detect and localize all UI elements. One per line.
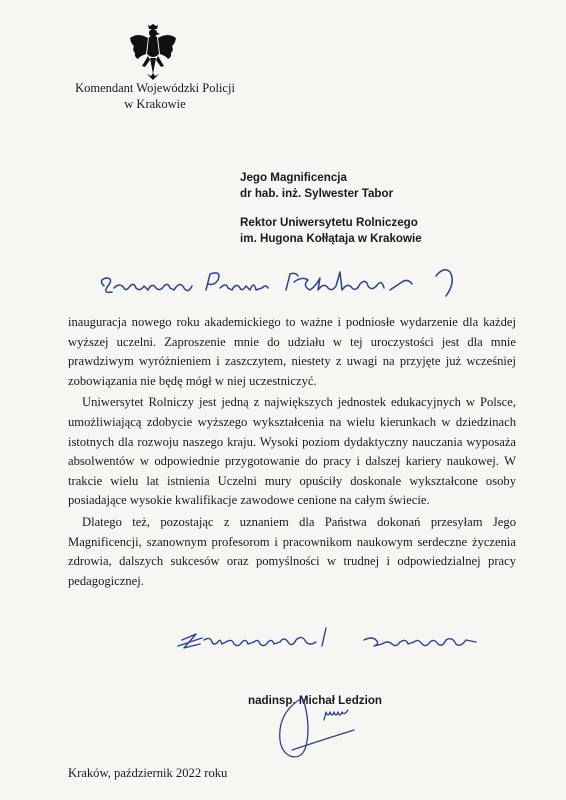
handwritten-salutation [96, 256, 476, 306]
place-and-date: Kraków, październik 2022 roku [68, 766, 228, 780]
letter-body [68, 313, 516, 593]
body-paragraph-1: inauguracja nowego roku akademickiego to ważne i podniosłe wydarzenie dla każdej wyższej uczelni. Zaproszenie mnie do udziału w tej uroczystości jest dla mnie prawdziwym wyróżnieniem i zaszczytem, niestety z uwagi na przyjęte już wcześniej zobowiązania nie będę mógł w niej uczestniczyć. [68, 315, 516, 388]
handwritten-closing [176, 616, 516, 658]
body-paragraph-2: Uniwersytet Rolniczy jest jedną z największych jednostek edukacyjnych w Polsce, umożliwiającą zdobycie wyższego wykształcenia na wielu kierunkach w dziedzinach istotnych dla rozwoju naszego kraju. Wysoki poziom dydaktyczny nauczania wyposaża absolwentów w odpowiednie przygotowanie do pracy i dalszej kariery naukowej. W trakcie wielu lat istnienia Uczelni mury opuściły doskonale wykształcone osoby posiadające wysokie kwalifikacje zawodowe cenione na całym świecie. [68, 395, 516, 508]
issuer-line-2: w Krakowie [124, 97, 186, 111]
issuer-line-1: Komendant Wojewódzki Policji [75, 81, 235, 95]
issuer-header [70, 80, 240, 112]
handwritten-signature [262, 690, 372, 762]
addressee-line-1: Jego Magnificencja [240, 171, 347, 184]
body-paragraph-3: Dlatego też, pozostając z uznaniem dla Państwa dokonań przesyłam Jego Magnificencji, szanownym profesorom i pracownikom naukowym serdeczne życzenia zdrowia, dalszych sukcesów oraz pomyślności w trudnej i odpowiedzialnej pracy pedagogicznej. [68, 514, 516, 588]
polish-eagle-emblem-icon [128, 24, 178, 82]
addressee-block [240, 170, 540, 247]
addressee-line-2: dr hab. inż. Sylwester Tabor [240, 187, 394, 200]
addressee-line-4: im. Hugona Kołłątaja w Krakowie [240, 232, 422, 245]
signer-name: nadinsp. Michał Ledzion [248, 694, 382, 707]
addressee-line-3: Rektor Uniwersytetu Rolniczego [240, 216, 418, 229]
